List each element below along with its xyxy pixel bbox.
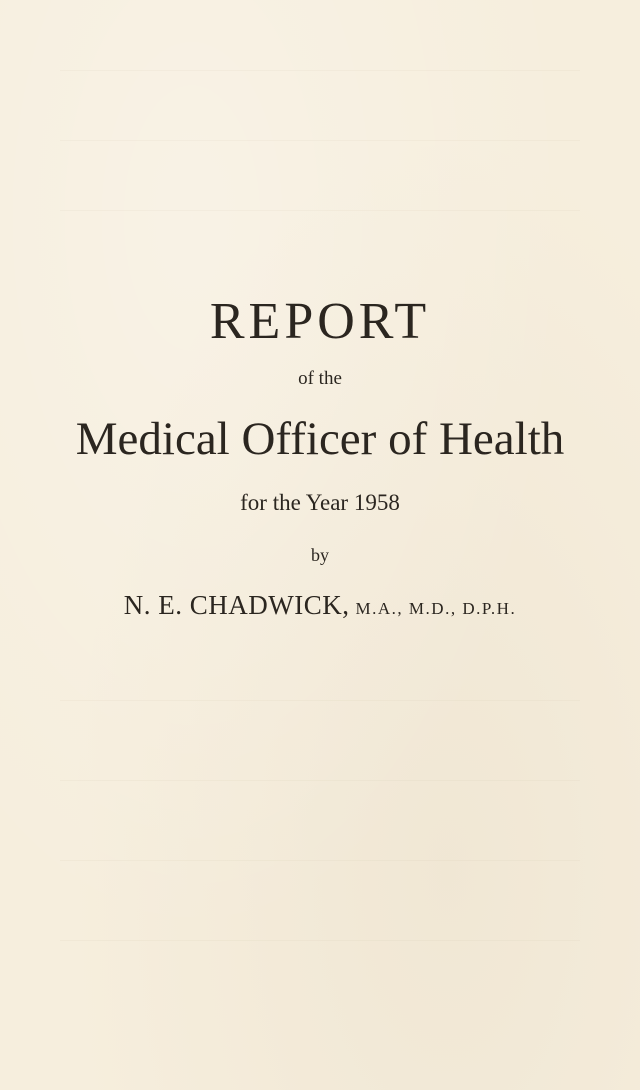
bleed-through-mark — [60, 940, 580, 941]
report-period: for the Year 1958 — [240, 490, 400, 515]
bleed-through-mark — [60, 70, 580, 71]
author-line — [0, 590, 640, 621]
report-heading: REPORT — [209, 293, 431, 350]
bleed-through-mark — [60, 780, 580, 781]
bleed-through-mark — [60, 860, 580, 861]
bleed-through-mark — [60, 700, 580, 701]
by-label: by — [311, 545, 329, 565]
document-title: Medical Officer of Health — [75, 413, 565, 465]
author-name: N. E. CHADWICK, — [123, 590, 350, 620]
bleed-through-mark — [60, 140, 580, 141]
connector-text: of the — [298, 368, 342, 389]
author-qualifications: M.A., M.D., D.P.H. — [355, 599, 517, 618]
bleed-through-mark — [60, 210, 580, 211]
